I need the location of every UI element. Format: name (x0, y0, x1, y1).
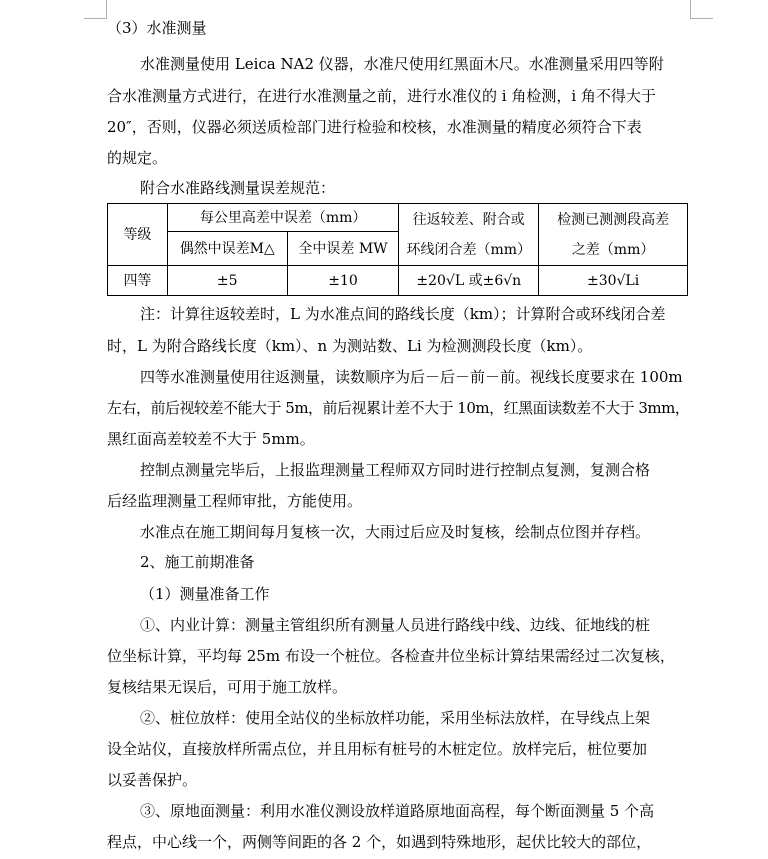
header-per-km-error: 每公里高差中误差（mm） (167, 204, 399, 232)
paragraph-line: 水准测量使用 Leica NA2 仪器，水准尺使用红黑面木尺。水准测量采用四等附 (140, 55, 664, 73)
paragraph-line: 注：计算往返较差时，L 为水准点间的路线长度（km）；计算附合或环线闭合差 (140, 305, 666, 323)
header-loop-closure-line-1: 往返较差、附合或 (412, 211, 525, 228)
cell-section-difference: ±30√Li (539, 266, 688, 296)
paragraph-line: ①、内业计算：测量主管组织所有测量人员进行路线中线、边线、征地线的桩 (140, 616, 651, 634)
heading-leveling: （3）水准测量 (107, 19, 207, 37)
header-section-difference (539, 204, 688, 266)
paragraph-line: 后经监理测量工程师审批，方能使用。 (107, 492, 363, 510)
section-heading: 2、施工前期准备 (140, 553, 255, 571)
paragraph-line: 复核结果无误后，可用于施工放样。 (107, 678, 348, 696)
subsection-heading: （1）测量准备工作 (140, 585, 270, 603)
paragraph-line: 设全站仪，直接放样所需点位，并且用标有桩号的木桩定位。放样完后，桩位要加 (107, 740, 648, 758)
paragraph-line: 四等水准测量使用往返测量，读数顺序为后－后－前－前。视线长度要求在 100m (140, 368, 683, 386)
paragraph-line: 合水准测量方式进行，在进行水准测量之前，进行水准仪的 i 角检测，i 角不得大于 (107, 87, 656, 105)
header-total-error: 全中误差 MW (287, 232, 399, 266)
paragraph-line: 黑红面高差较差不大于 5mm。 (107, 430, 315, 448)
crop-mark-top-right (690, 0, 713, 19)
header-random-error: 偶然中误差M△ (167, 232, 287, 266)
cell-random-error: ±5 (167, 266, 287, 296)
cell-total-error: ±10 (287, 266, 399, 296)
cell-grade: 四等 (108, 266, 168, 296)
paragraph-line: 的规定。 (107, 149, 168, 167)
header-grade: 等级 (108, 204, 168, 266)
paragraph-line: 以妥善保护。 (107, 771, 198, 789)
header-loop-closure-line-2: 环线闭合差（mm） (406, 241, 532, 258)
table-caption: 附合水准路线测量误差规范： (140, 179, 336, 197)
crop-mark-top-left (84, 0, 107, 19)
paragraph-line: 位坐标计算，平均每 25m 布设一个桩位。各检查井位坐标计算结果需经过二次复核， (107, 647, 675, 665)
paragraph-line: 控制点测量完毕后，上报监理测量工程师双方同时进行控制点复测，复测合格 (140, 461, 651, 479)
paragraph-line: 时，L 为附合路线长度（km）、n 为测站数、Li 为检测测段长度（km）。 (107, 337, 593, 355)
leveling-error-table (107, 203, 688, 296)
paragraph-line: ③、原地面测量：利用水准仪测设放样道路原地面高程，每个断面测量 5 个高 (140, 802, 655, 820)
paragraph-line: 程点，中心线一个，两侧等间距的各 2 个，如遇到特殊地形，起伏比较大的部位， (107, 833, 652, 851)
header-loop-closure (399, 204, 539, 266)
paragraph-line: 左右，前后视较差不能大于 5m，前后视累计差不大于 10m，红黑面读数差不大于 3mm， (107, 399, 690, 417)
header-section-difference-line-1: 检测已测测段高差 (557, 211, 670, 228)
header-section-difference-line-2: 之差（mm） (571, 241, 655, 258)
paragraph-line: 20″，否则，仪器必须送质检部门进行检验和校核，水准测量的精度必须符合下表 (107, 118, 642, 136)
paragraph-line: 水准点在施工期间每月复核一次，大雨过后应及时复核，绘制点位图并存档。 (140, 523, 651, 541)
cell-loop-closure: ±20√L 或±6√n (399, 266, 539, 296)
paragraph-line: ②、桩位放样：使用全站仪的坐标放样功能，采用坐标法放样，在导线点上架 (140, 709, 651, 727)
